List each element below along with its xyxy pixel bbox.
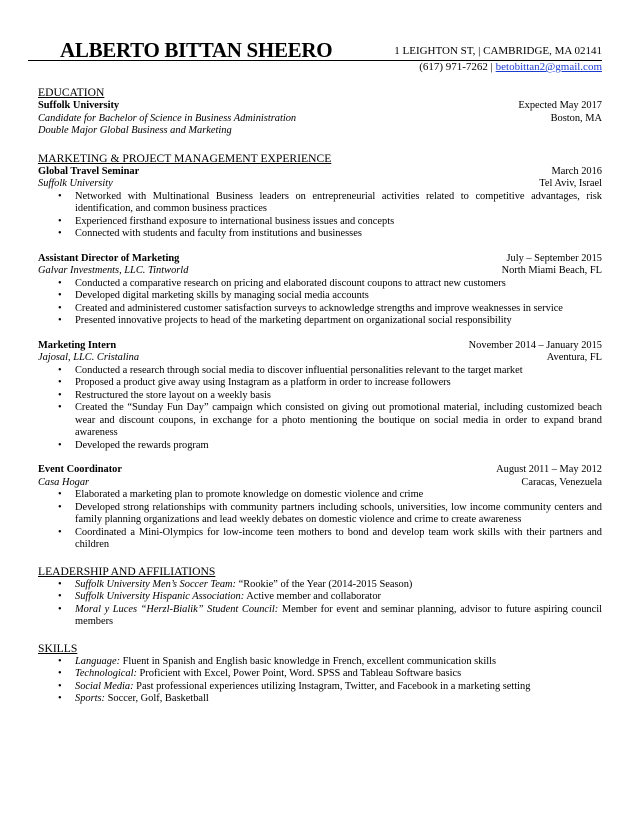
leadership-item-label: Moral y Luces “Herzl-Bialik” Student Council:	[75, 603, 279, 615]
job-date: March 2016	[551, 165, 602, 177]
graduation-date: Expected May 2017	[518, 100, 602, 111]
address-line: 1 LEIGHTON ST, | CAMBRIDGE, MA 02141	[394, 45, 602, 57]
job-bullet: • Created and administered customer satisfaction surveys to acknowledge strengths and improve weaknesses in service	[38, 303, 602, 316]
leadership-heading: LEADERSHIP AND AFFILIATIONS	[38, 564, 216, 578]
education-row-2	[38, 113, 602, 126]
job-bullet: • Conducted a comparative research on pricing and elaborated discount coupons to attract new customers	[38, 278, 602, 291]
job-row-title	[38, 166, 602, 179]
job-bullet: • Proposed a product give away using Instagram as a platform in order to increase followers	[38, 377, 602, 390]
job-entry	[38, 464, 602, 552]
skill-item	[38, 668, 602, 681]
major: Double Major Global Business and Marketing	[38, 125, 232, 136]
job-organization: Suffolk University	[38, 178, 113, 189]
job-entry	[38, 340, 602, 453]
leadership-item-text: Active member and collaborator	[244, 591, 381, 602]
skill-item-text: Soccer, Golf, Basketball	[105, 693, 209, 704]
job-row-title	[38, 464, 602, 477]
job-bullets	[38, 365, 602, 453]
skill-item-text: Fluent in Spanish and English basic knowledge in French, excellent communication skills	[120, 655, 497, 667]
job-bullet: • Developed digital marketing skills by managing social media accounts	[38, 290, 602, 303]
education-row-1	[38, 100, 602, 113]
job-role: Global Travel Seminar	[38, 165, 140, 177]
education-heading: EDUCATION	[38, 86, 105, 99]
school-name: Suffolk University	[38, 100, 120, 111]
job-bullets	[38, 191, 602, 241]
resume-header	[38, 0, 602, 72]
job-row-title	[38, 340, 602, 353]
skill-item-label: Technological:	[75, 668, 137, 679]
job-row-org	[38, 352, 602, 365]
job-role: Marketing Intern	[38, 339, 117, 351]
job-location: Aventura, FL	[546, 352, 602, 363]
contact-line	[419, 61, 602, 74]
leadership-item	[38, 579, 602, 592]
job-bullet: • Elaborated a marketing plan to promote knowledge on domestic violence and crime	[38, 489, 602, 502]
leadership-item	[38, 591, 602, 604]
job-bullet: • Developed strong relationships with community partners including schools, universities, low income community centers and family planning organizations and lead weekly debates on domestic violence and crime to create awareness	[38, 502, 602, 527]
job-date: August 2011 – May 2012	[496, 464, 602, 475]
email-link[interactable]: betobittan2@gmail.com	[495, 61, 602, 73]
job-row-title	[38, 253, 602, 266]
skill-item-label: Social Media:	[75, 680, 134, 692]
skill-item-text: Past professional experiences utilizing Instagram, Twitter, and Facebook in a marketing setting	[133, 680, 531, 692]
job-organization: Jajosal, LLC. Cristalina	[38, 352, 140, 363]
skill-item	[38, 656, 602, 669]
skills-list	[38, 656, 602, 706]
leadership-item-label: Suffolk University Hispanic Association:	[75, 591, 245, 602]
job-organization: Galvar Investments, LLC. Tintworld	[38, 265, 189, 276]
job-bullets	[38, 489, 602, 552]
job-role: Assistant Director of Marketing	[38, 252, 180, 264]
phone-number: (617) 971-7262 |	[419, 61, 496, 73]
experience-list	[38, 166, 602, 552]
job-row-org	[38, 477, 602, 490]
job-row-org	[38, 265, 602, 278]
degree: Candidate for Bachelor of Science in Business Administration	[38, 112, 297, 124]
job-location: Tel Aviv, Israel	[539, 178, 602, 189]
job-bullets	[38, 278, 602, 328]
skill-item-label: Sports:	[75, 693, 106, 704]
skill-item-label: Language:	[75, 655, 121, 667]
job-bullet: • Connected with students and faculty from institutions and businesses	[38, 228, 602, 241]
leadership-list	[38, 579, 602, 629]
leadership-item-text: Member for event and seminar planning, advisor to future aspiring council members	[75, 603, 602, 627]
school-location: Boston, MA	[550, 112, 602, 124]
job-entry	[38, 253, 602, 328]
job-organization: Casa Hogar	[38, 476, 90, 488]
leadership-item	[38, 604, 602, 629]
job-entry	[38, 166, 602, 241]
skills-heading: SKILLS	[38, 641, 78, 655]
resume-page	[38, 0, 602, 706]
skill-item	[38, 693, 602, 706]
job-bullet: • Created the “Sunday Fun Day” campaign which consisted on giving out promotional material, including customized beach wear and discount coupons, in exchange for a photo mentioning the boutique on social media in order to expand brand awareness	[38, 402, 602, 440]
job-role: Event Coordinator	[38, 464, 122, 475]
job-location: North Miami Beach, FL	[501, 265, 602, 276]
job-row-org	[38, 178, 602, 191]
job-bullet: • Networked with Multinational Business leaders on entrepreneurial activities related to competitive advantages, risk identification, and common business practices	[38, 191, 602, 216]
job-bullet: • Coordinated a Mini-Olympics for low-income teen mothers to bond and develop team work skills with their partners and children	[38, 527, 602, 552]
skill-item-text: Proficient with Excel, Power Point, Word. SPSS and Tableau Software basics	[136, 668, 462, 679]
job-bullet: • Presented innovative projects to head of the marketing department on organizational social responsibility	[38, 315, 602, 328]
leadership-item-label: Suffolk University Men’s Soccer Team:	[75, 578, 237, 590]
job-bullet: • Experienced firsthand exposure to international business issues and concepts	[38, 216, 602, 229]
leadership-item-text: “Rookie” of the Year (2014-2015 Season)	[236, 578, 413, 590]
job-date: July – September 2015	[506, 252, 602, 264]
job-bullet: • Developed the rewards program	[38, 440, 602, 453]
skill-item	[38, 681, 602, 694]
job-bullet: • Restructured the store layout on a weekly basis	[38, 390, 602, 403]
job-date: November 2014 – January 2015	[468, 339, 602, 351]
applicant-name: ALBERTO BITTAN SHEERO	[60, 38, 333, 62]
job-location: Caracas, Venezuela	[521, 476, 602, 488]
experience-heading: MARKETING & PROJECT MANAGEMENT EXPERIENCE	[38, 151, 332, 165]
job-bullet: • Conducted a research through social media to discover influential personalities relevant to the target market	[38, 365, 602, 378]
